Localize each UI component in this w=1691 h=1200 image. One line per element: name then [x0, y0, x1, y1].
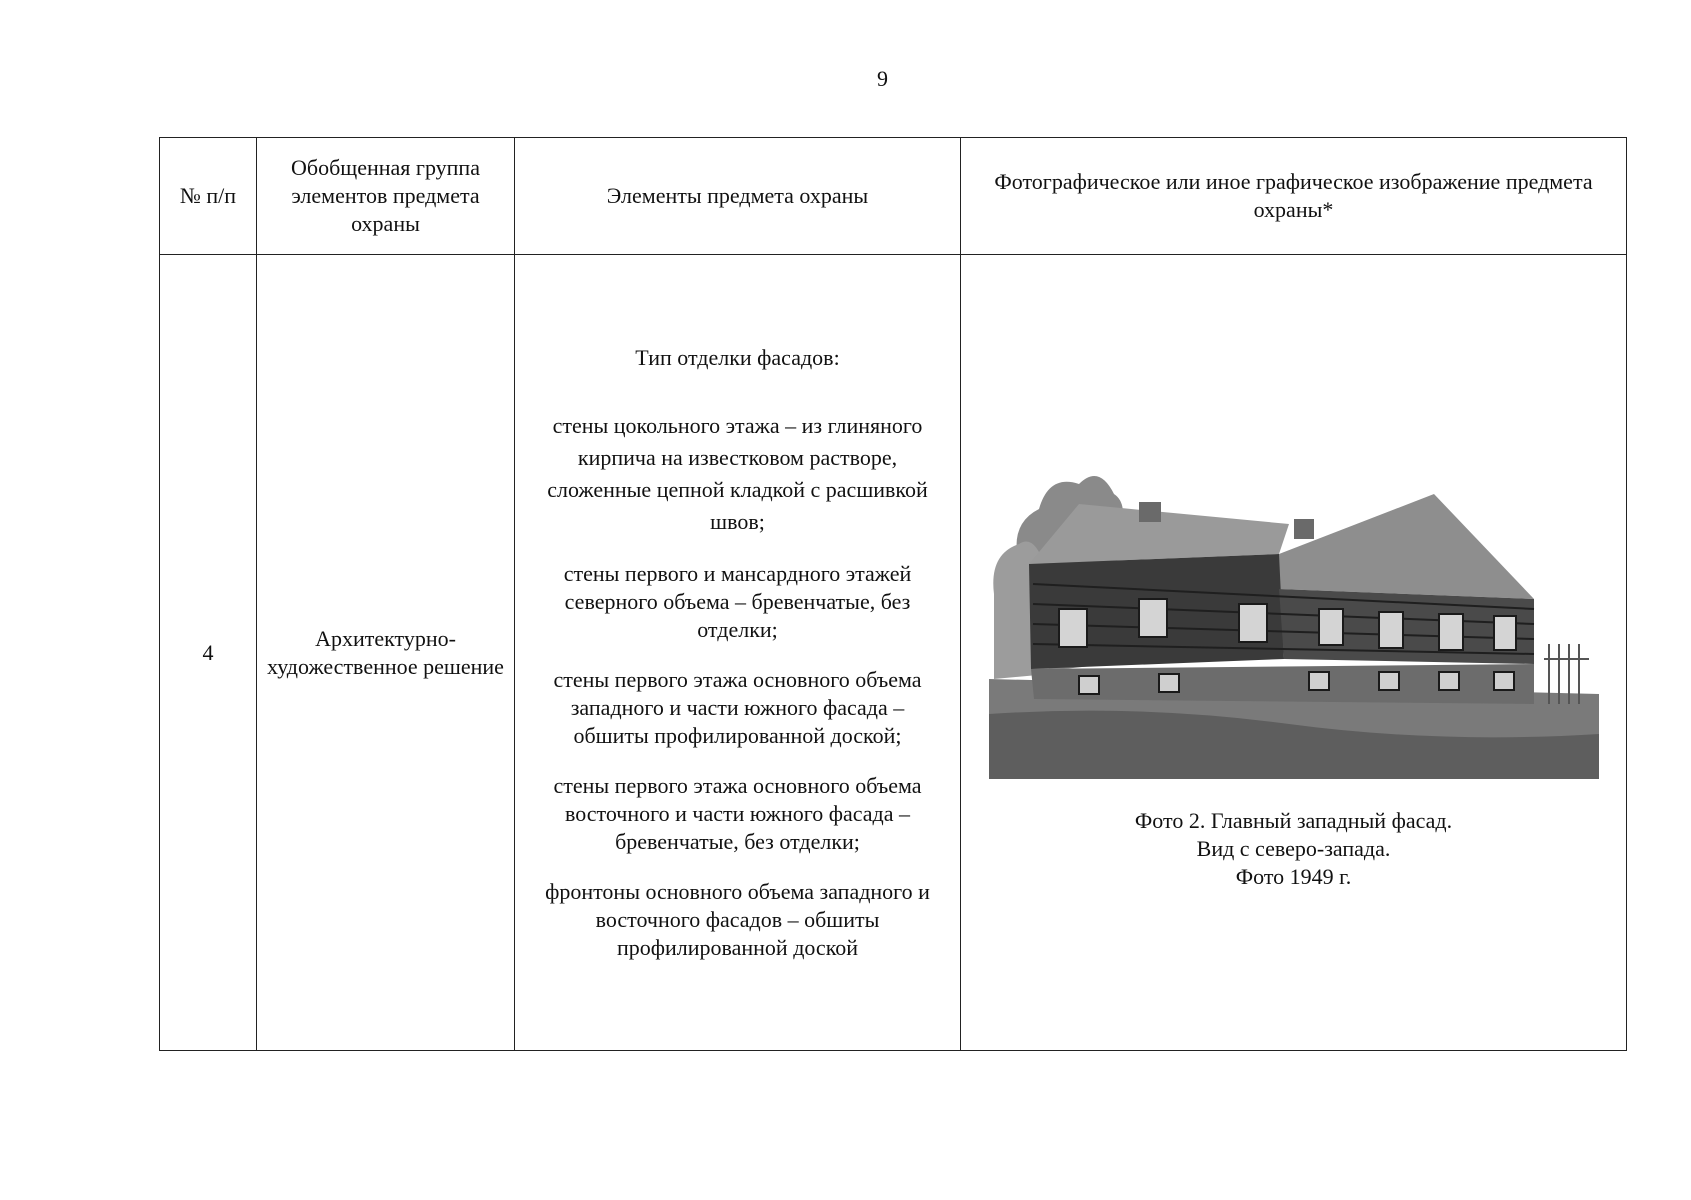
- facade-item-4: стены первого этажа основного объема восточного и части южного фасада – бревенчатые, без отделки;: [553, 772, 922, 854]
- header-photo: Фотографическое или иное графическое изображение предмета охраны*: [961, 138, 1627, 255]
- facade-heading: Тип отделки фасадов:: [635, 344, 840, 370]
- photo-caption: [961, 807, 1626, 891]
- facade-item-3: стены первого этажа основного объема западного и части южного фасада – обшиты профилированной доской;: [553, 666, 922, 748]
- facade-item-5: фронтоны основного объема западного и восточного фасадов – обшиты профилированной доской: [545, 878, 930, 960]
- header-group: Обобщенная группа элементов предмета охраны: [257, 138, 515, 255]
- building-photo-image: [989, 414, 1599, 779]
- header-number: № п/п: [160, 138, 257, 255]
- facade-item-1: стены цокольного этажа – из глиняного кирпича на известковом растворе, сложенные цепной кладкой с расшивкой швов;: [547, 412, 928, 534]
- header-elements: Элементы предмета охраны: [515, 138, 961, 255]
- facade-item-2: стены первого и мансардного этажей северного объема – бревенчатые, без отделки;: [563, 560, 912, 642]
- table-header-row: [160, 138, 1627, 255]
- row-elements: [515, 255, 961, 1051]
- photo-caption-line-2: Вид с северо-запада.: [1196, 836, 1391, 861]
- building-photo: [989, 414, 1599, 779]
- row-number: 4: [160, 255, 257, 1051]
- photo-caption-line-1: Фото 2. Главный западный фасад.: [1134, 808, 1453, 833]
- page-number: 9: [877, 66, 888, 91]
- table-row: [160, 255, 1627, 1051]
- protection-table: [159, 137, 1627, 1051]
- photo-caption-line-3: Фото 1949 г.: [1235, 864, 1352, 889]
- row-group: Архитектурно-художественное решение: [257, 255, 515, 1051]
- row-photo: [961, 255, 1627, 1051]
